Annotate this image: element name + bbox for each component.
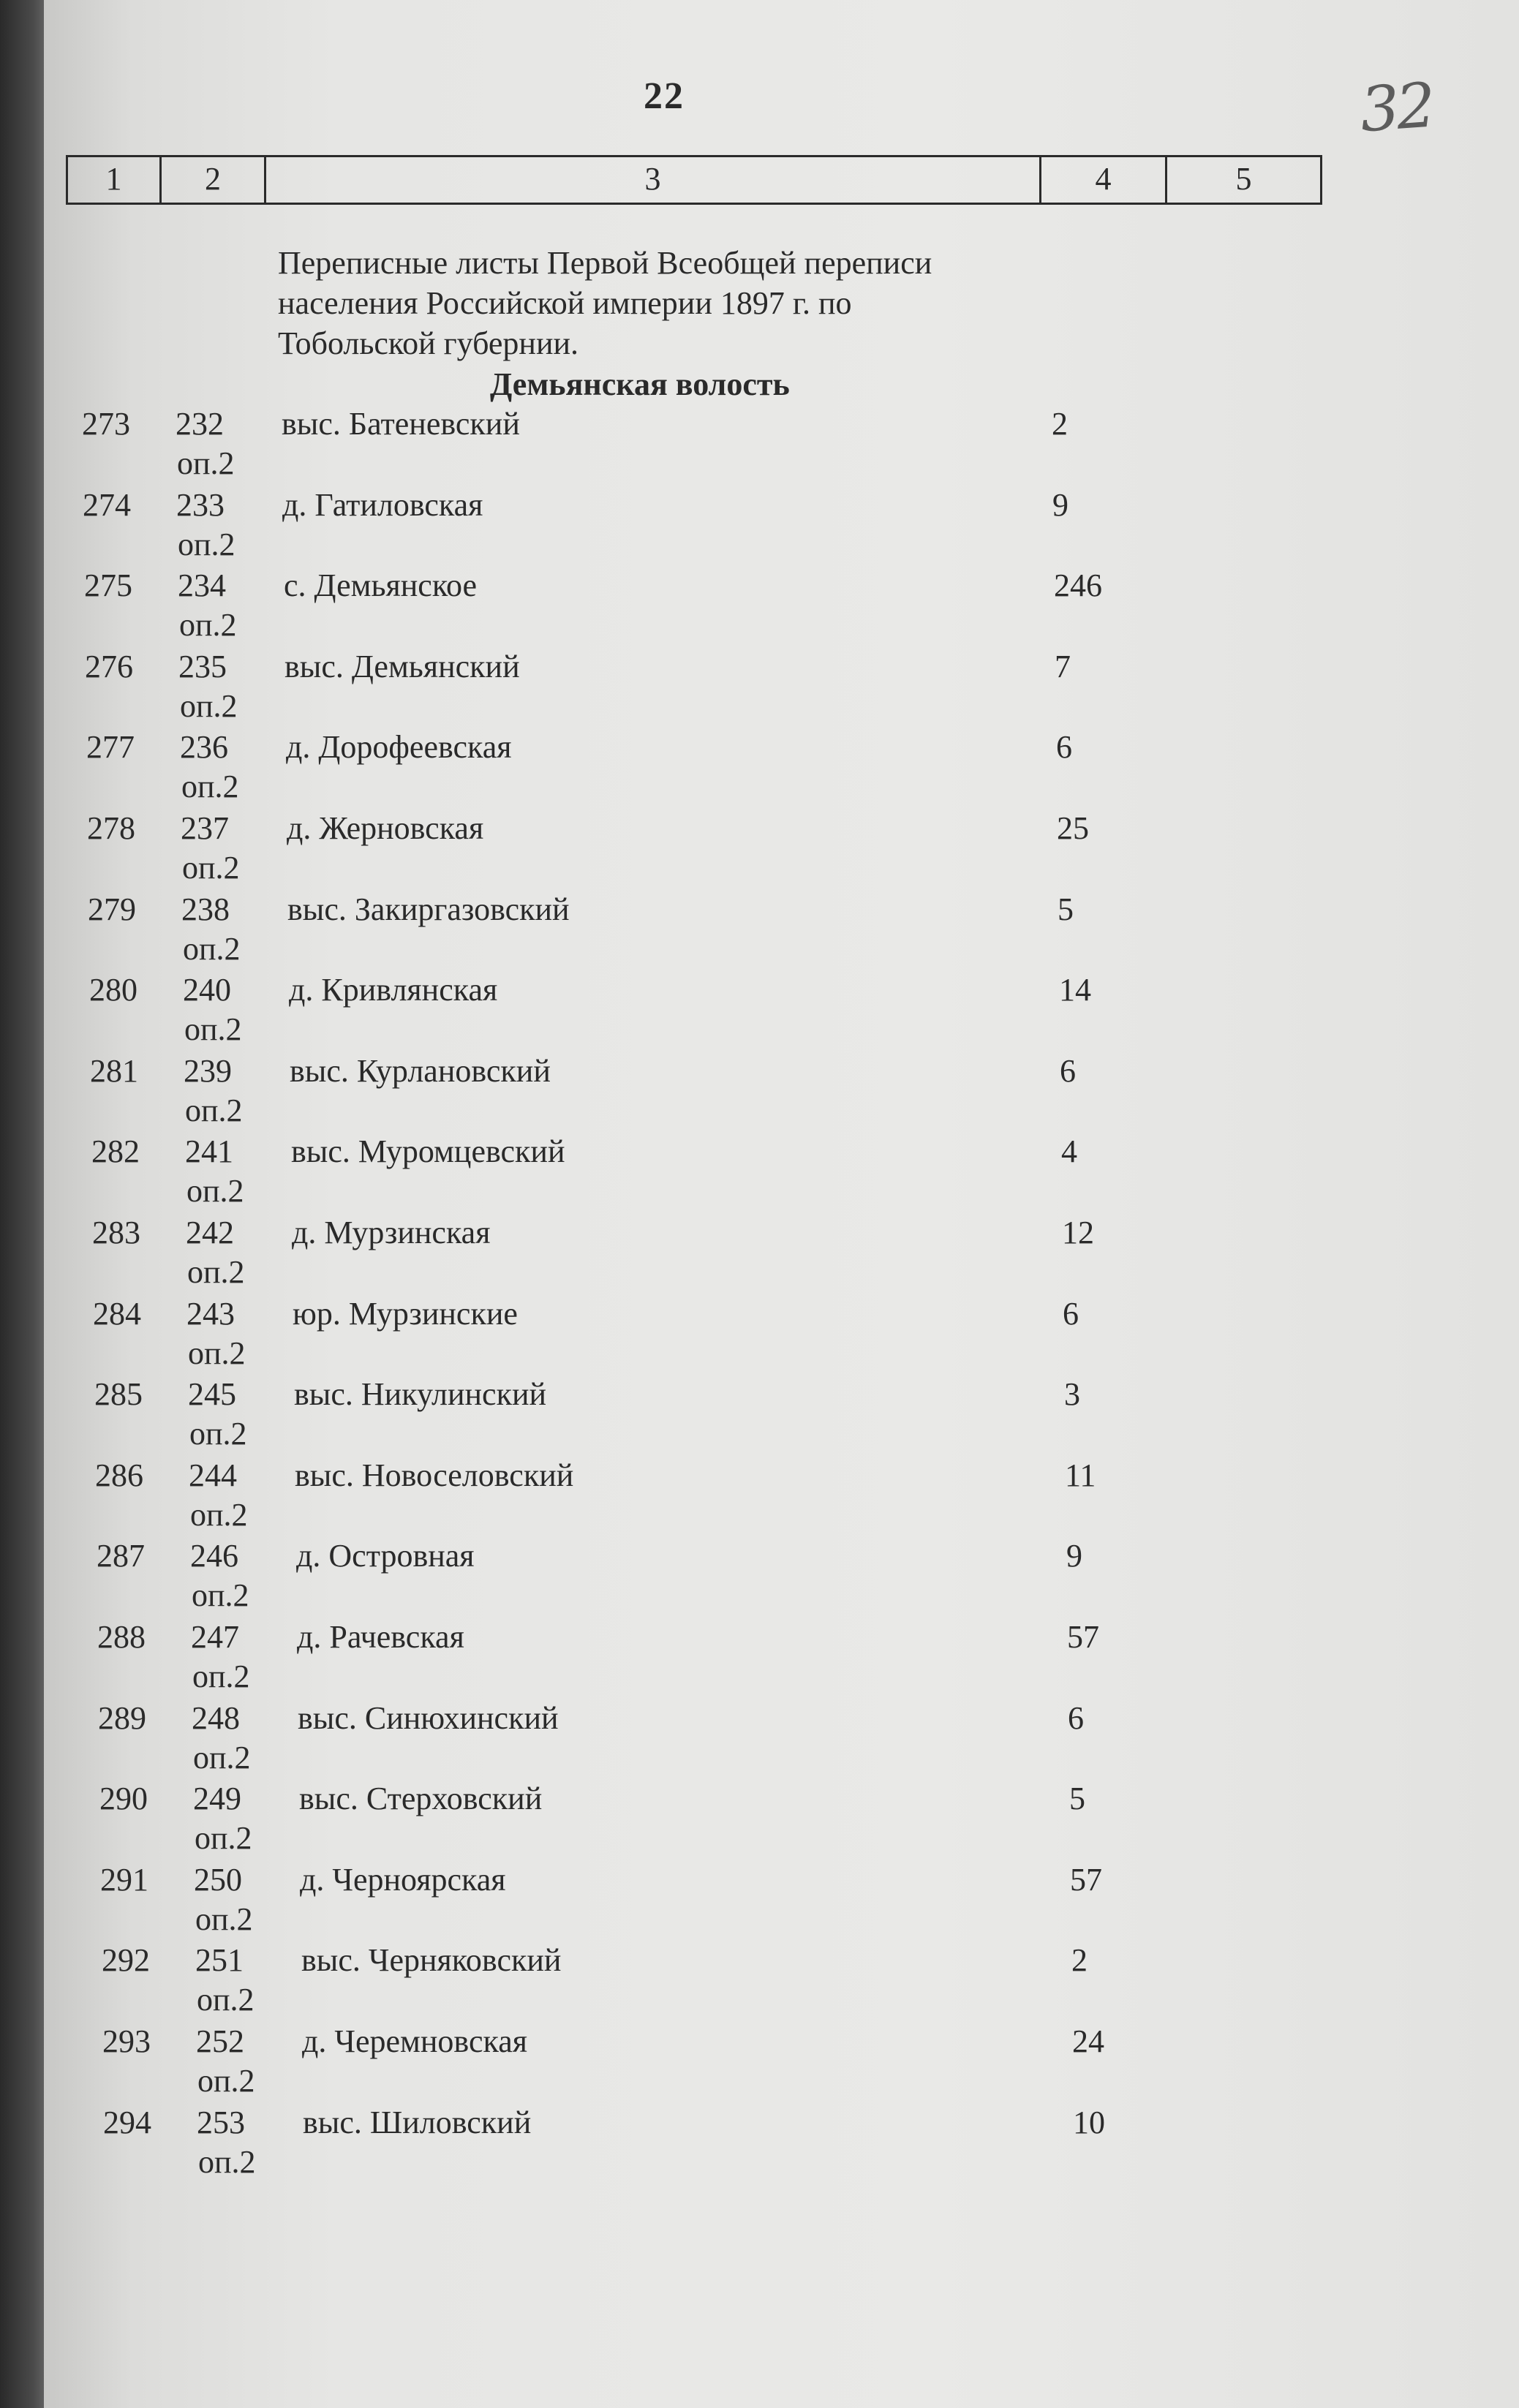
page-count: 6 (1056, 729, 1072, 765)
inventory-label: оп.2 (198, 2144, 256, 2180)
inventory-label: оп.2 (197, 2063, 255, 2099)
record-number: 277 (86, 729, 135, 765)
record-number: 274 (83, 487, 131, 523)
file-number: 244 (189, 1457, 237, 1493)
settlement-name: юр. Мурзинские (293, 1296, 518, 1332)
inventory-label: оп.2 (181, 769, 239, 804)
record-number: 276 (85, 649, 133, 684)
inventory-label: оп.2 (183, 931, 241, 967)
inventory-label: оп.2 (190, 1497, 248, 1533)
inventory-label: оп.2 (192, 1577, 249, 1613)
inventory-label: оп.2 (187, 1254, 245, 1290)
page-count: 5 (1058, 891, 1074, 927)
file-number: 249 (193, 1781, 241, 1816)
record-number: 280 (89, 972, 137, 1008)
inventory-label: оп.2 (195, 1901, 253, 1937)
settlement-name: выс. Демьянский (284, 649, 520, 684)
page-count: 2 (1052, 406, 1068, 442)
file-number: 247 (191, 1619, 239, 1655)
file-number: 236 (180, 729, 228, 765)
handwritten-archive-number: 32 (1357, 69, 1436, 146)
settlement-name: д. Черемновская (302, 2023, 527, 2059)
settlement-name: выс. Новоселовский (295, 1457, 574, 1493)
file-number: 253 (197, 2105, 245, 2140)
record-number: 292 (102, 1942, 150, 1978)
settlement-name: д. Кривлянская (289, 972, 498, 1008)
page-count: 11 (1065, 1457, 1096, 1493)
inventory-label: оп.2 (178, 526, 235, 562)
record-number: 275 (84, 567, 132, 603)
file-number: 237 (181, 810, 229, 846)
page-count: 3 (1064, 1376, 1080, 1412)
settlement-name: д. Мурзинская (292, 1215, 491, 1250)
intro-line: Переписные листы Первой Всеобщей переписи (278, 245, 932, 281)
settlement-name: выс. Батеневский (282, 406, 520, 442)
record-number: 283 (92, 1215, 140, 1250)
file-number: 251 (195, 1942, 244, 1978)
inventory-label: оп.2 (186, 1173, 244, 1209)
record-number: 287 (97, 1538, 145, 1574)
page-count: 4 (1061, 1133, 1077, 1169)
settlement-name: выс. Черняковский (301, 1942, 562, 1978)
file-number: 242 (186, 1215, 234, 1250)
page-count: 6 (1060, 1053, 1076, 1089)
settlement-name: выс. Муромцевский (291, 1133, 565, 1169)
settlement-name: с. Демьянское (284, 567, 478, 603)
intro-line: Тобольской губернии. (278, 325, 579, 361)
inventory-label: оп.2 (195, 1820, 252, 1856)
file-number: 239 (184, 1053, 232, 1089)
record-number: 281 (90, 1053, 138, 1089)
settlement-name: д. Гатиловская (282, 487, 483, 523)
page-count: 57 (1070, 1862, 1102, 1898)
settlement-name: выс. Никулинский (294, 1376, 547, 1412)
file-number: 232 (176, 406, 224, 442)
intro-line: населения Российской империи 1897 г. по (278, 285, 852, 321)
page-count: 7 (1055, 649, 1071, 684)
page-count: 9 (1066, 1538, 1082, 1574)
settlement-name: д. Черноярская (300, 1862, 506, 1898)
page-number: 22 (644, 75, 685, 117)
record-number: 284 (93, 1296, 141, 1332)
settlement-name: д. Жерновская (287, 810, 484, 846)
inventory-label: оп.2 (185, 1092, 243, 1128)
page-count: 9 (1052, 487, 1068, 523)
record-number: 290 (99, 1781, 148, 1816)
column-header-3: 3 (266, 157, 1041, 203)
page-count: 246 (1054, 567, 1102, 603)
page-count: 5 (1069, 1781, 1085, 1816)
intro-text (278, 243, 932, 363)
page-count: 57 (1067, 1619, 1099, 1655)
page-count: 2 (1071, 1942, 1088, 1978)
page-count: 6 (1063, 1296, 1079, 1332)
record-number: 282 (91, 1133, 140, 1169)
column-header-1: 1 (68, 157, 162, 203)
page-count: 25 (1057, 810, 1089, 846)
record-number: 286 (95, 1457, 143, 1493)
record-number: 285 (94, 1376, 143, 1412)
file-number: 246 (190, 1538, 238, 1574)
document-page (44, 0, 1519, 2408)
settlement-name: выс. Синюхинский (298, 1700, 559, 1736)
inventory-label: оп.2 (182, 850, 240, 886)
settlement-name: д. Дорофеевская (286, 729, 512, 765)
column-header-4: 4 (1041, 157, 1167, 203)
record-number: 294 (103, 2105, 151, 2140)
file-number: 250 (194, 1862, 242, 1898)
file-number: 240 (183, 972, 231, 1008)
inventory-label: оп.2 (188, 1335, 246, 1371)
column-header-table (66, 155, 1322, 205)
file-number: 243 (186, 1296, 235, 1332)
file-number: 234 (178, 567, 226, 603)
page-count: 24 (1072, 2023, 1104, 2059)
record-number: 291 (100, 1862, 148, 1898)
record-number: 289 (98, 1700, 146, 1736)
file-number: 245 (188, 1376, 236, 1412)
settlement-name: д. Рачевская (297, 1619, 464, 1655)
record-number: 278 (87, 810, 135, 846)
inventory-label: оп.2 (177, 445, 235, 481)
page-count: 14 (1059, 972, 1091, 1008)
inventory-label: оп.2 (192, 1658, 250, 1694)
file-number: 241 (185, 1133, 233, 1169)
column-header-5: 5 (1235, 161, 1252, 197)
section-heading: Демьянская волость (490, 366, 790, 402)
settlement-name: выс. Шиловский (303, 2105, 532, 2140)
settlement-name: выс. Закиргазовский (287, 891, 570, 927)
page-count: 10 (1073, 2105, 1105, 2140)
record-number: 273 (82, 406, 130, 442)
inventory-label: оп.2 (180, 688, 238, 724)
file-number: 235 (178, 649, 227, 684)
record-number: 293 (102, 2023, 151, 2059)
page-count: 12 (1062, 1215, 1094, 1250)
file-number: 233 (176, 487, 225, 523)
inventory-label: оп.2 (179, 607, 237, 643)
settlement-name: д. Островная (296, 1538, 475, 1574)
page-count: 6 (1068, 1700, 1084, 1736)
inventory-label: оп.2 (193, 1740, 251, 1775)
column-header-2: 2 (162, 157, 266, 203)
settlement-name: выс. Курлановский (290, 1053, 551, 1089)
record-number: 279 (88, 891, 136, 927)
inventory-label: оп.2 (184, 1011, 242, 1047)
inventory-label: оп.2 (189, 1416, 247, 1452)
file-number: 248 (192, 1700, 240, 1736)
inventory-label: оп.2 (197, 1982, 255, 2018)
settlement-name: выс. Стерховский (299, 1781, 543, 1816)
file-number: 252 (196, 2023, 244, 2059)
record-number: 288 (97, 1619, 146, 1655)
file-number: 238 (181, 891, 230, 927)
